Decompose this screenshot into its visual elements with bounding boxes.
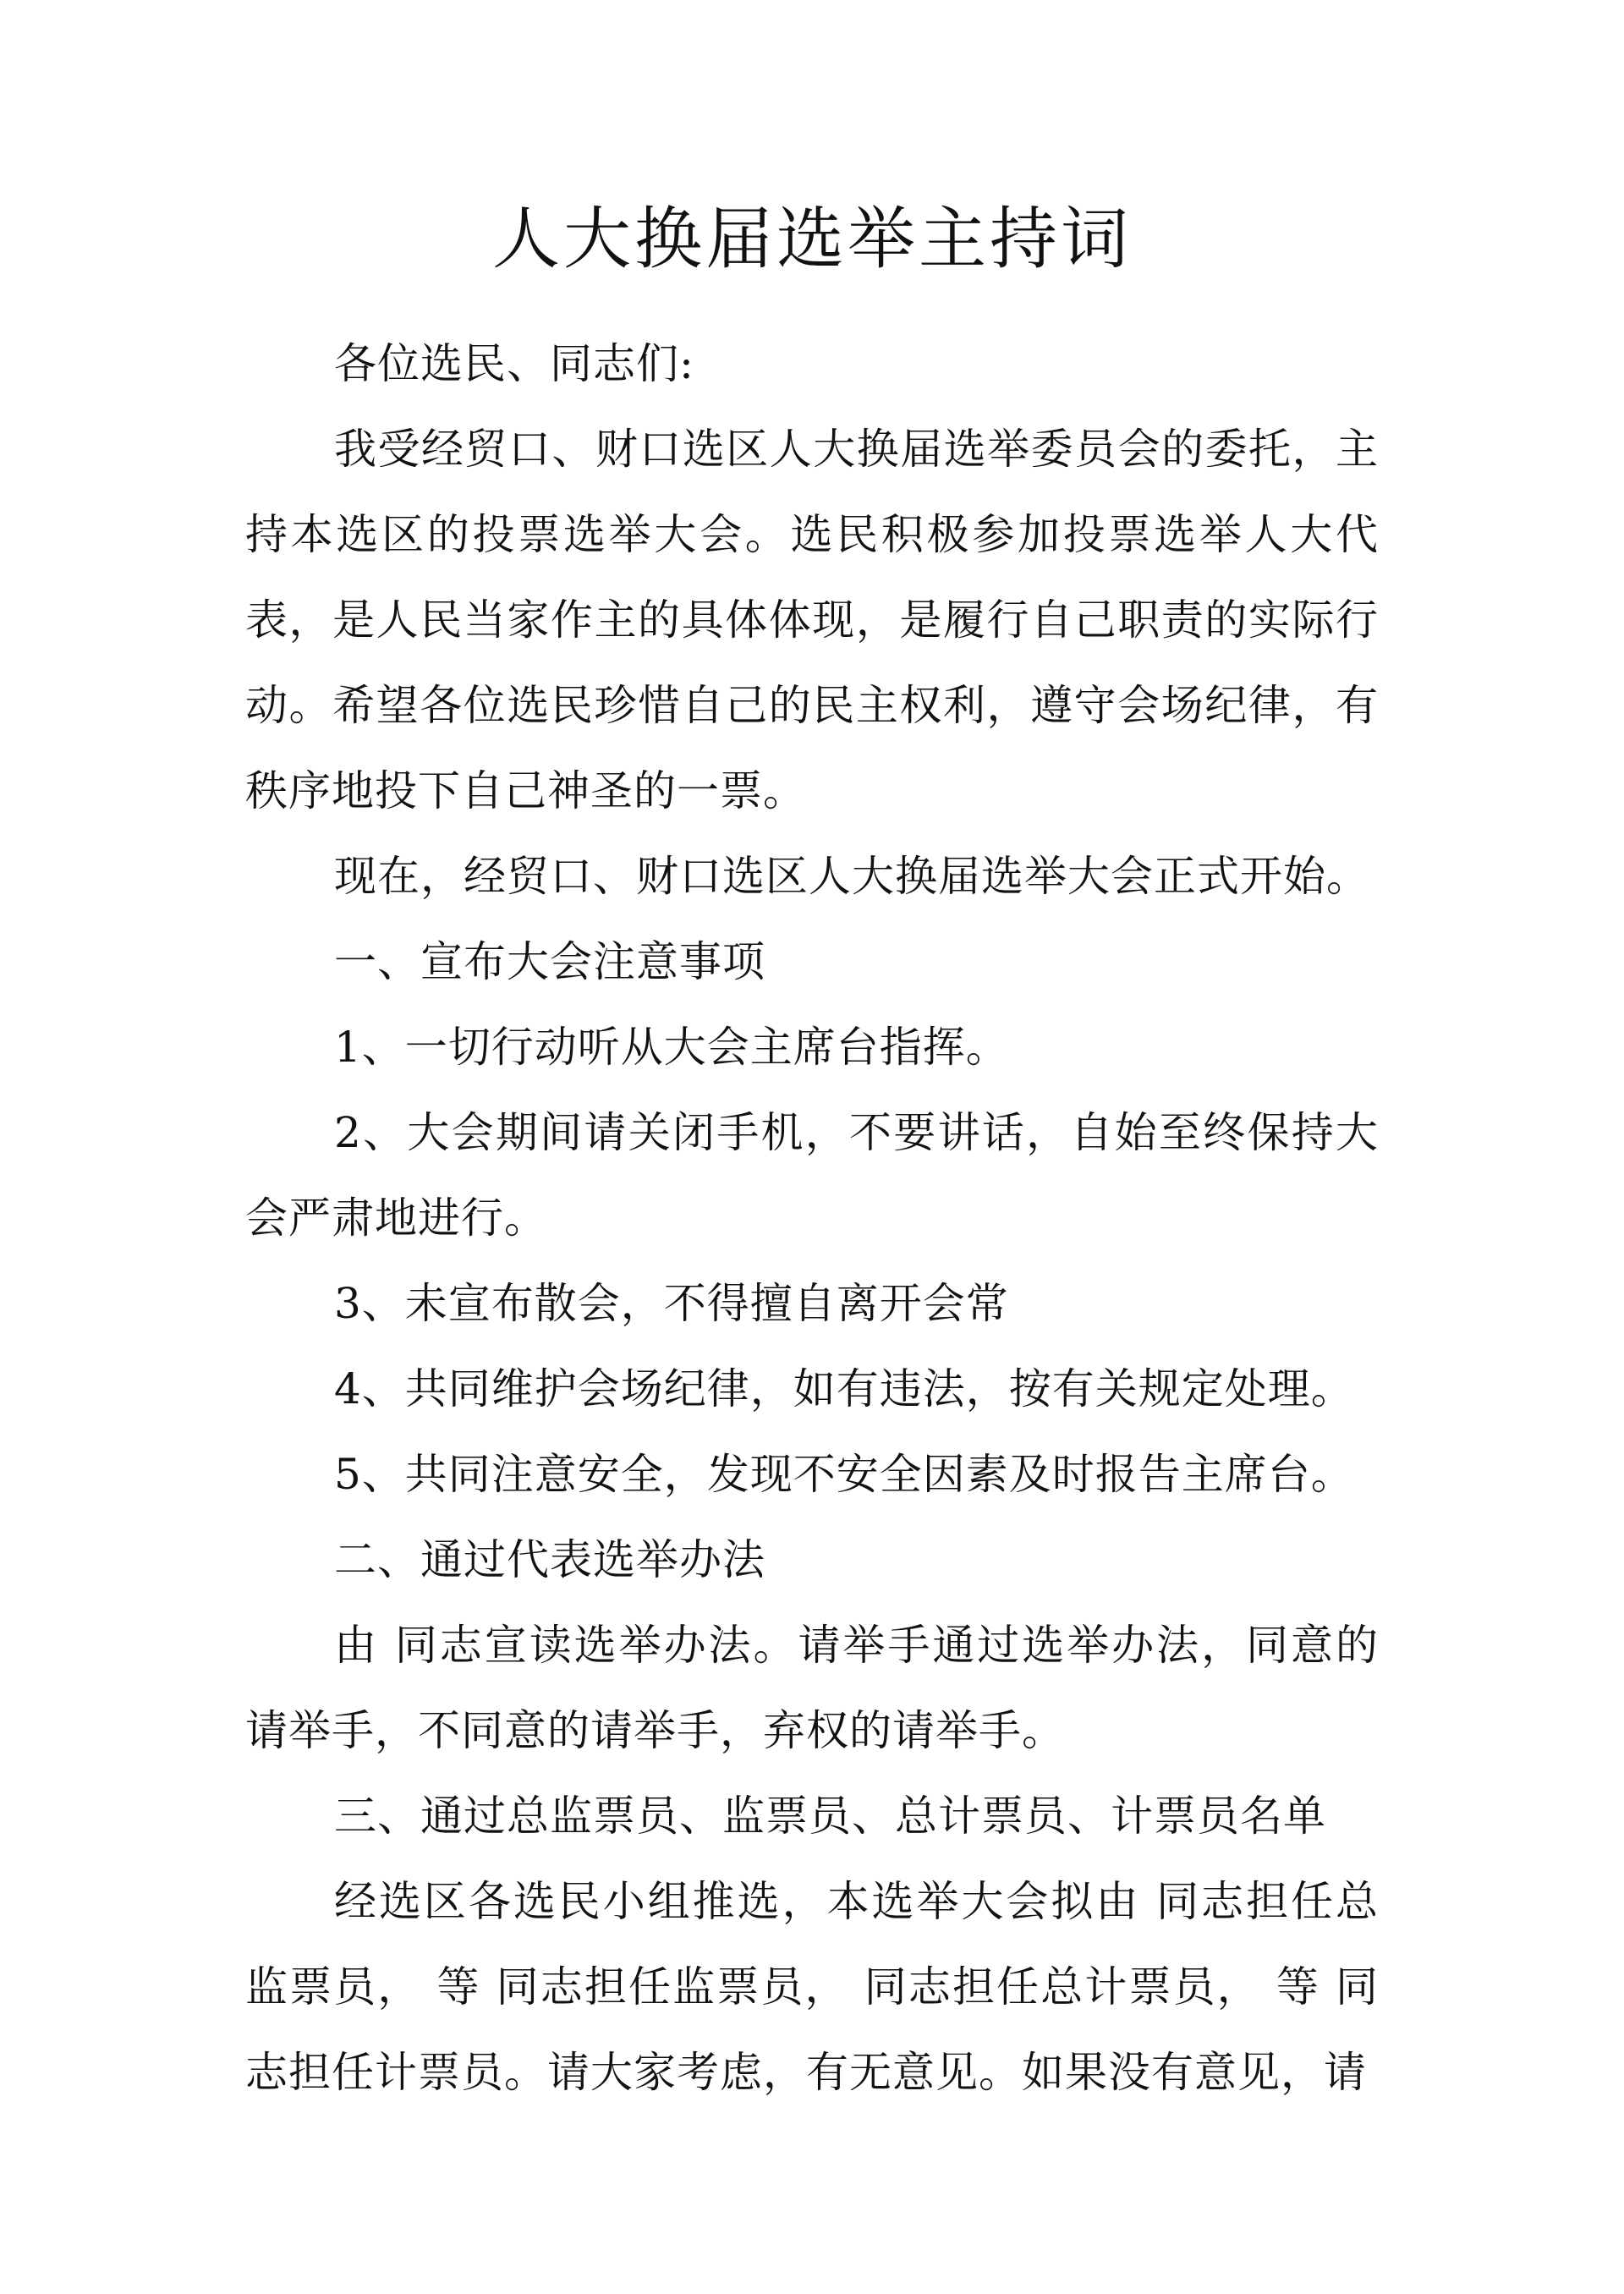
- meeting-start-paragraph: 现在，经贸口、财口选区人大换届选举大会正式开始。: [334, 852, 1369, 901]
- opening-paragraph: 我受经贸口、财口选区人大换届选举委员会的委托，主持本选区的投票选举大会。选民积极参加投票选举人大代表，是人民当家作主的具体体现，是履行自己职责的实际行动。希望各位选民珍惜自己的民主权利，遵守会场纪律，有秩序地投下自己神圣的一票。: [245, 425, 1379, 815]
- rule-item-3: 3、未宣布散会，不得擅自离开会常: [334, 1279, 1009, 1328]
- vote-counters-paragraph: 经选区各选民小组推选，本选举大会拟由 同志担任总监票员， 等 同志担任监票员， 同志担任总计票员， 等 同志担任计票员。请大家考虑，有无意见。如果没有意见，请: [245, 1877, 1379, 2097]
- rule-item-5: 5、共同注意安全，发现不安全因素及时报告主席台。: [334, 1450, 1354, 1499]
- election-method-paragraph: 由 同志宣读选举办法。请举手通过选举办法，同意的请举手，不同意的请举手，弃权的请举手。: [245, 1621, 1379, 1755]
- rule-item-1: 1、一切行动听从大会主席台指挥。: [334, 1023, 1009, 1072]
- rule-item-4: 4、共同维护会场纪律，如有违法，按有关规定处理。: [334, 1364, 1354, 1413]
- salutation-paragraph: 各位选民、同志们:: [334, 339, 694, 388]
- document-body: [245, 321, 1379, 2116]
- section-heading-2: 二、通过代表选举办法: [334, 1535, 765, 1584]
- document-title: 人大换届选举主持词: [492, 200, 1132, 278]
- section-heading-3: 三、通过总监票员、监票员、总计票员、计票员名单: [334, 1792, 1326, 1841]
- rule-item-2: 2、大会期间请关闭手机，不要讲话，自始至终保持大会严肃地进行。: [245, 1108, 1379, 1243]
- section-heading-1: 一、宣布大会注意事项: [334, 937, 765, 986]
